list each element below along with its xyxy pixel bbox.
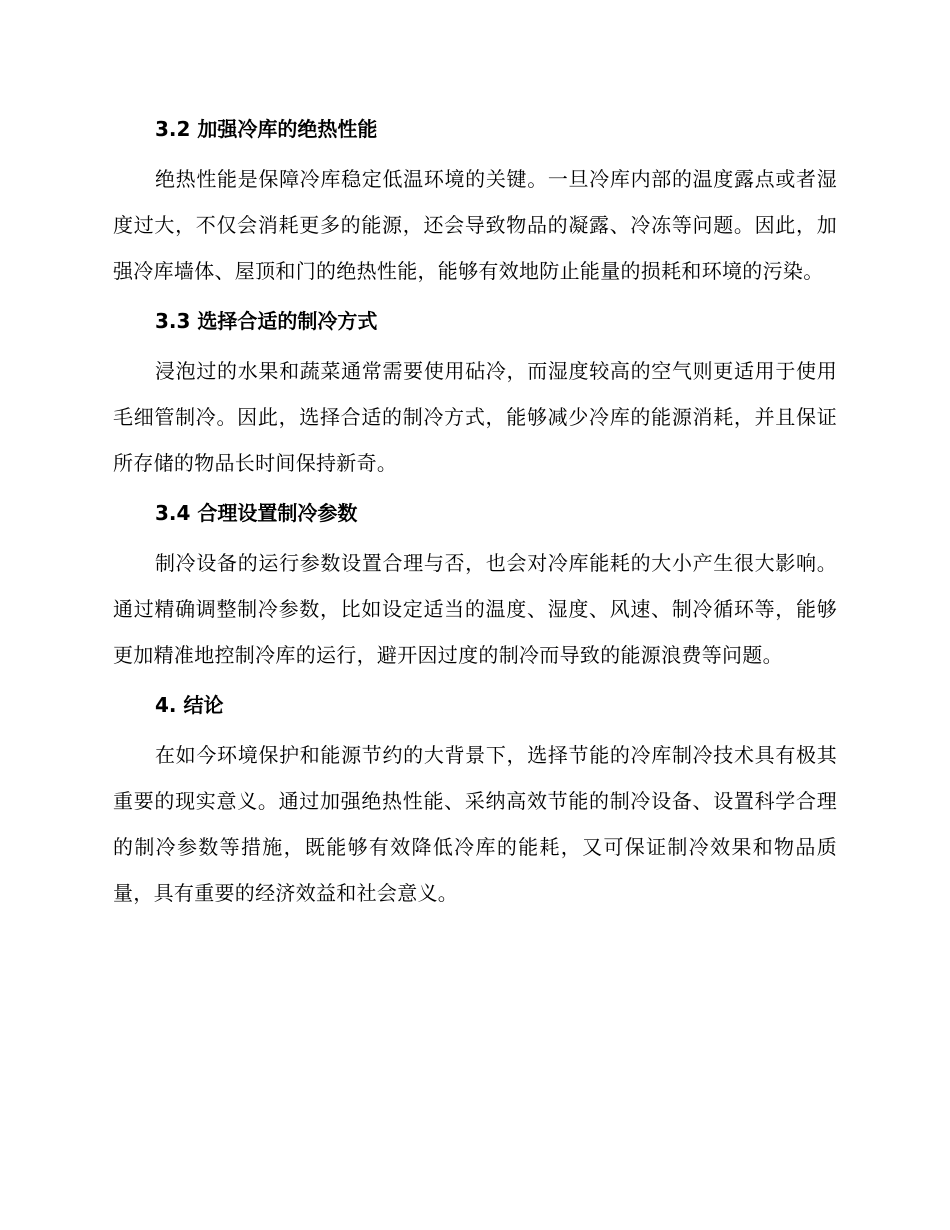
section-paragraph-4: 在如今环境保护和能源节约的大背景下，选择节能的冷库制冷技术具有极其重要的现实意义。通过加强绝热性能、采纳高效节能的制冷设备、设置科学合理的制冷参数等措施，既能够有效降低冷库的能耗，又可保证制冷效果和物品质量，具有重要的经济效益和社会意义。: [113, 743, 837, 905]
section-paragraph-3-4: 制冷设备的运行参数设置合理与否，也会对冷库能耗的大小产生很大影响。通过精确调整制冷参数，比如设定适当的温度、湿度、风速、制冷循环等，能够更加精准地控制冷库的运行，避开因过度的制冷而导致的能源浪费等问题。: [113, 551, 837, 667]
document-body: [113, 106, 837, 916]
section-heading-4: 4. 结论: [155, 693, 224, 717]
section-paragraph-3-2: 绝热性能是保障冷库稳定低温环境的关键。一旦冷库内部的温度露点或者湿度过大，不仅会消耗更多的能源，还会导致物品的凝露、冷冻等问题。因此，加强冷库墙体、屋顶和门的绝热性能，能够有效地防止能量的损耗和环境的污染。: [113, 167, 837, 283]
section-heading-3-3: 3.3 选择合适的制冷方式: [155, 309, 378, 333]
section-heading-3-2: 3.2 加强冷库的绝热性能: [155, 117, 378, 141]
section-heading-3-4: 3.4 合理设置制冷参数: [155, 501, 358, 525]
section-paragraph-3-3: 浸泡过的水果和蔬菜通常需要使用砧冷，而湿度较高的空气则更适用于使用毛细管制冷。因此，选择合适的制冷方式，能够减少冷库的能源消耗，并且保证所存储的物品长时间保持新奇。: [113, 359, 837, 475]
